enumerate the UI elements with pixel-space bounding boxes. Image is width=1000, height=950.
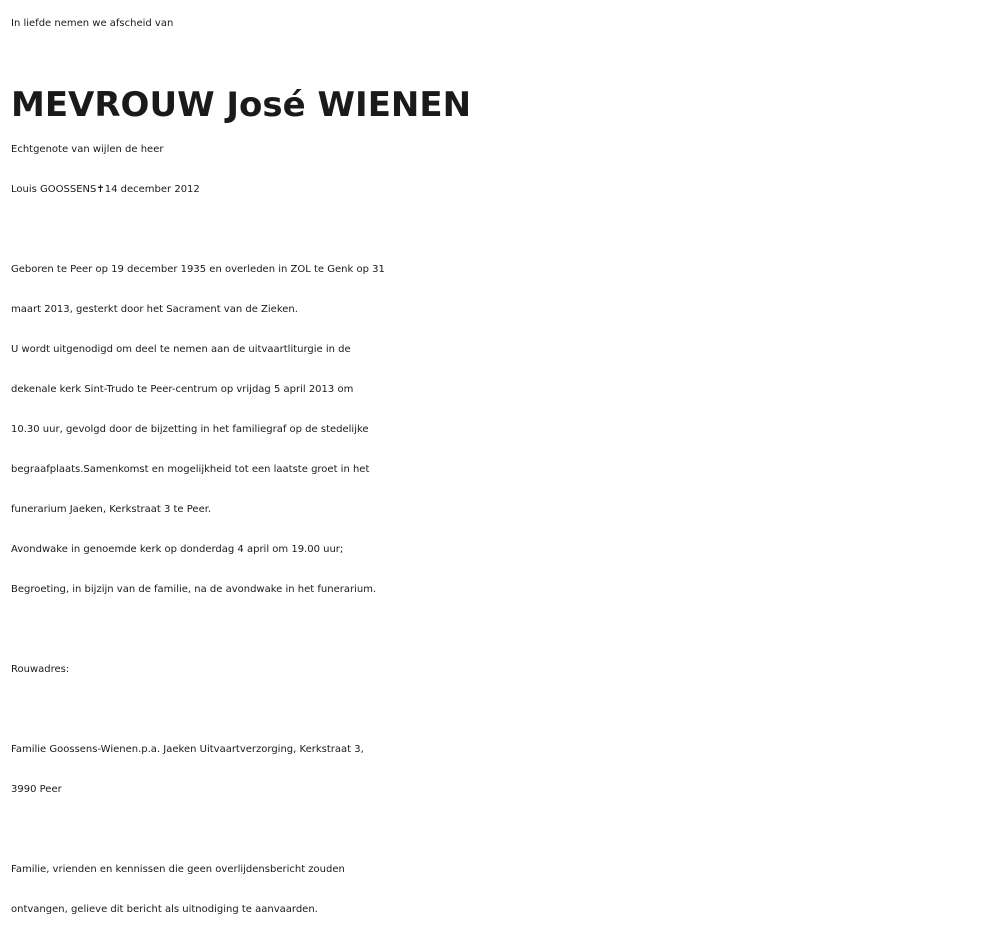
- address-line: Familie Goossens-Wienen.p.a. Jaeken Uitvaartverzorging, Kerkstraat 3,: [11, 744, 364, 755]
- address-block: [11, 730, 996, 810]
- closing-text: [11, 850, 996, 930]
- body-line: Avondwake in genoemde kerk op donderdag 4 april om 19.00 uur;: [11, 544, 344, 555]
- spacer: [11, 610, 996, 650]
- body-line: U wordt uitgenodigd om deel te nemen aan de uitvaartliturgie in de: [11, 344, 351, 355]
- closing-line: Familie, vrienden en kennissen die geen overlijdensbericht zouden: [11, 864, 345, 875]
- deceased-name: MEVROUW José WIENEN: [11, 85, 472, 125]
- body-line: dekenale kerk Sint-Trudo te Peer-centrum op vrijdag 5 april 2013 om: [11, 384, 354, 395]
- death-notice: [11, 0, 996, 930]
- address-line: 3990 Peer: [11, 784, 62, 795]
- spacer: [11, 44, 996, 80]
- closing-line: ontvangen, gelieve dit bericht als uitnodiging te aanvaarden.: [11, 904, 318, 915]
- spouse-details: [11, 170, 996, 210]
- spouse-death-date: 14 december 2012: [104, 184, 200, 195]
- spouse-line: Echtgenote van wijlen de heer: [11, 144, 164, 155]
- spacer: [11, 210, 996, 250]
- body-line: funerarium Jaeken, Kerkstraat 3 te Peer.: [11, 504, 212, 515]
- address-label: Rouwadres:: [11, 664, 70, 675]
- body-line: 10.30 uur, gevolgd door de bijzetting in het familiegraf op de stedelijke: [11, 424, 369, 435]
- spacer: [11, 810, 996, 850]
- intro-text: In liefde nemen we afscheid van: [11, 18, 174, 29]
- cross-icon: ✝: [96, 184, 105, 195]
- body-line: maart 2013, gesterkt door het Sacrament van de Zieken.: [11, 304, 298, 315]
- body-line: begraafplaats.Samenkomst en mogelijkheid tot een laatste groet in het: [11, 464, 370, 475]
- spacer: [11, 690, 996, 730]
- body-line: Geboren te Peer op 19 december 1935 en overleden in ZOL te Genk op 31: [11, 264, 385, 275]
- body-line: Begroeting, in bijzijn van de familie, na de avondwake in het funerarium.: [11, 584, 377, 595]
- spouse-name: Louis GOOSSENS: [11, 184, 97, 195]
- body-text: [11, 250, 996, 610]
